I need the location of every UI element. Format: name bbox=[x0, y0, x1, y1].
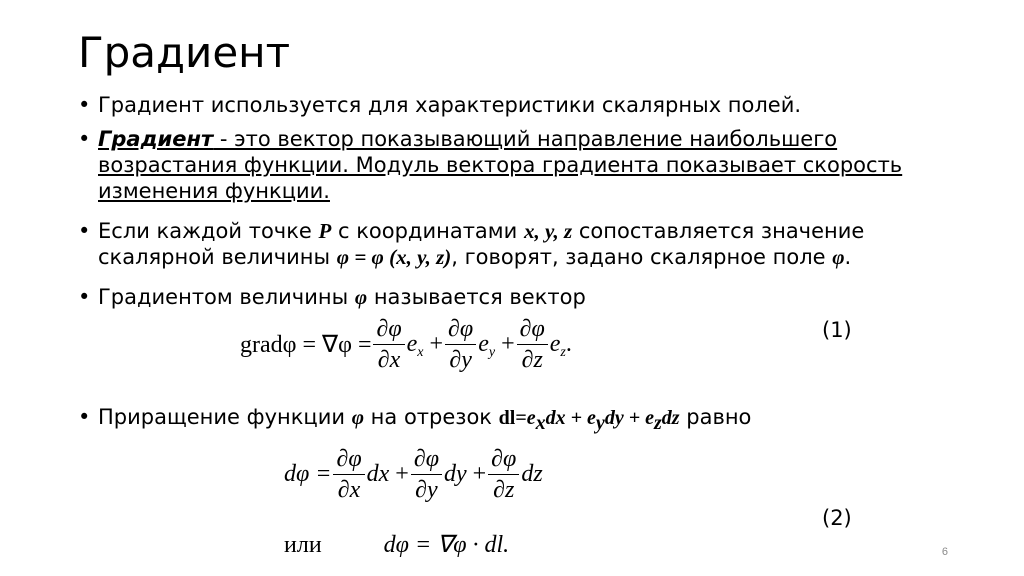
ez-symbol: e bbox=[645, 407, 654, 429]
phi-symbol: φ bbox=[354, 285, 368, 309]
bullet-item-3 bbox=[78, 218, 958, 270]
text-fragment: Градиентом величины bbox=[98, 285, 355, 309]
dz-term: dz bbox=[521, 461, 543, 487]
phi-symbol: φ bbox=[832, 245, 845, 269]
dx-term: dx bbox=[366, 461, 390, 487]
denominator: ∂x bbox=[337, 477, 361, 503]
text-fragment: , говорят, задано скалярное поле bbox=[451, 245, 833, 269]
plus-sign: + bbox=[472, 461, 487, 487]
page-number: 6 bbox=[941, 546, 948, 558]
coordinates-symbol: x, y, z bbox=[523, 219, 573, 243]
gradient-definition bbox=[98, 126, 958, 204]
denominator: ∂z bbox=[493, 477, 515, 503]
bullet-dot-icon: • bbox=[78, 405, 91, 429]
text-fragment: равно bbox=[679, 405, 752, 429]
text-fragment: Если каждой точке bbox=[98, 219, 319, 243]
bullet-dot-icon: • bbox=[78, 285, 91, 309]
fraction-dphi-dy bbox=[445, 314, 476, 375]
text-fragment: Приращение функции bbox=[98, 405, 352, 429]
point-symbol: P bbox=[318, 219, 332, 243]
plus-sign: + bbox=[395, 461, 409, 487]
gradient-definition-text: - это вектор показывающий направление наибольшего возрастания функции. Модуль вектора градиента показывает скорость изменения функции. bbox=[98, 127, 903, 203]
bullet-item-5 bbox=[78, 404, 958, 436]
numerator: ∂φ bbox=[445, 314, 476, 345]
dl-symbol: dl= bbox=[498, 407, 527, 429]
subscript-y: y bbox=[488, 344, 496, 360]
text-fragment: называется вектор bbox=[367, 285, 586, 309]
numerator: ∂φ bbox=[488, 444, 519, 475]
formula-differential bbox=[284, 444, 543, 505]
ey-subscript: y bbox=[595, 412, 605, 435]
bullet-dot-icon: • bbox=[78, 127, 91, 151]
gradient-lhs: gradφ = ∇φ = bbox=[240, 332, 372, 358]
dx-term: dx + bbox=[545, 407, 588, 429]
fraction-dphi-dx bbox=[373, 314, 404, 375]
formula-or-line bbox=[284, 530, 509, 559]
phi-function-symbol: φ = φ (x, y, z) bbox=[336, 245, 452, 269]
dz-term: dz bbox=[661, 407, 680, 429]
numerator: ∂φ bbox=[333, 444, 364, 475]
period: . bbox=[565, 331, 572, 357]
fraction-dphi-dz bbox=[517, 314, 548, 375]
equation-number-1: (1) bbox=[822, 318, 852, 342]
denominator: ∂x bbox=[377, 347, 401, 373]
bullet-item-1 bbox=[78, 92, 958, 118]
text-fragment: . bbox=[844, 245, 852, 269]
fraction-dphi-dx bbox=[333, 444, 364, 505]
equation-number-2: (2) bbox=[822, 506, 852, 530]
dy-term: dy bbox=[443, 461, 467, 487]
numerator: ∂φ bbox=[517, 314, 548, 345]
ey-symbol: e bbox=[587, 407, 596, 429]
gradient-vector-text bbox=[98, 284, 958, 310]
differential-lhs: dφ = bbox=[284, 461, 332, 487]
formula-gradient bbox=[240, 314, 572, 375]
bullet-dot-icon: • bbox=[78, 93, 91, 117]
gradient-term: Градиент bbox=[98, 127, 214, 151]
subscript-x: x bbox=[417, 344, 424, 360]
plus-sign: + bbox=[501, 331, 515, 357]
denominator: ∂y bbox=[449, 347, 472, 373]
text-fragment: с координатами bbox=[331, 219, 524, 243]
ex-subscript: x bbox=[535, 412, 546, 435]
unit-vector-e: e bbox=[406, 331, 418, 357]
bullet-dot-icon: • bbox=[78, 219, 91, 243]
or-word: или bbox=[284, 532, 322, 558]
subscript-z: z bbox=[560, 344, 566, 360]
numerator: ∂φ bbox=[373, 314, 404, 345]
ex-symbol: e bbox=[526, 407, 536, 429]
unit-vector-e: e bbox=[478, 331, 489, 357]
text-fragment: сопоставляется значение скалярной величины bbox=[98, 219, 865, 269]
dy-term: dy + bbox=[604, 407, 646, 429]
nabla-form: dφ = ∇φ · dl. bbox=[383, 532, 510, 558]
phi-symbol: φ bbox=[351, 405, 364, 429]
denominator: ∂z bbox=[521, 347, 543, 373]
ez-subscript: z bbox=[653, 412, 662, 435]
slide-title: Градиент bbox=[78, 28, 291, 77]
bullet-item-2 bbox=[78, 126, 958, 204]
denominator: ∂y bbox=[415, 477, 438, 503]
bullet-text: Градиент используется для характеристики скалярных полей. bbox=[98, 93, 802, 117]
text-fragment: на отрезок bbox=[364, 405, 499, 429]
plus-sign: + bbox=[429, 331, 444, 357]
scalar-field-text bbox=[98, 218, 958, 270]
numerator: ∂φ bbox=[411, 444, 442, 475]
unit-vector-e: e bbox=[549, 331, 561, 357]
fraction-dphi-dy bbox=[411, 444, 442, 505]
fraction-dphi-dz bbox=[488, 444, 519, 505]
increment-text bbox=[98, 404, 958, 436]
bullet-item-4 bbox=[78, 284, 958, 310]
